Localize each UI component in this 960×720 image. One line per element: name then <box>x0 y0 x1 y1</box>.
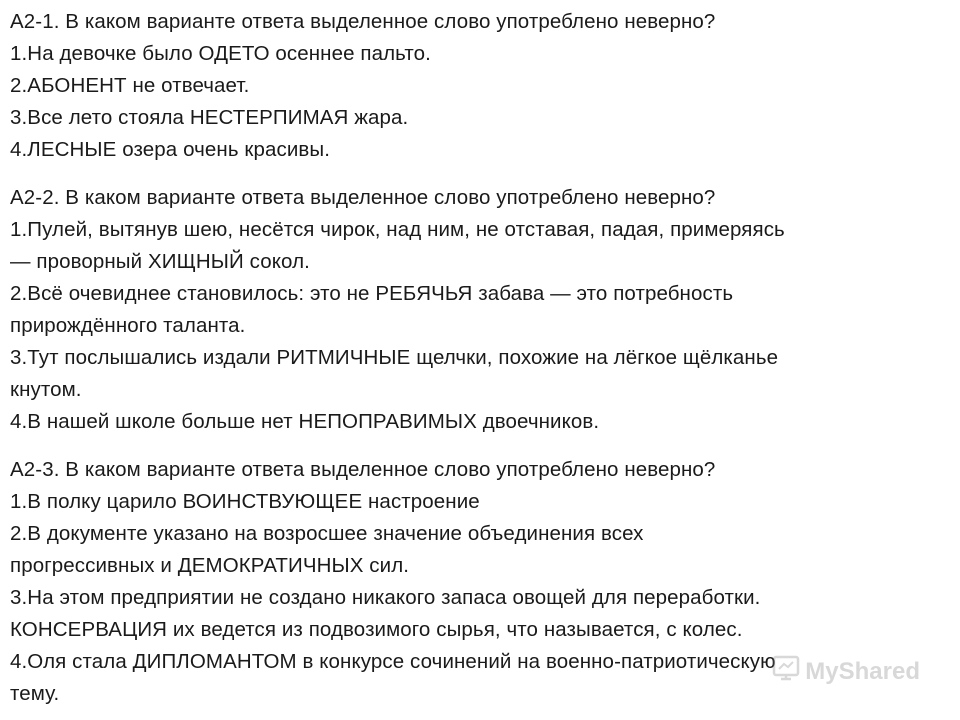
question-title: А2-3. В каком варианте ответа выделенное слово употреблено неверно? <box>10 458 716 481</box>
answer-option-3: 3.Все лето стояла НЕСТЕРПИМАЯ жара. <box>10 106 409 129</box>
answer-option-3: 3.На этом предприятии не создано никакого запаса овощей для переработки. <box>10 586 761 609</box>
answer-option-3-continued: кнутом. <box>10 378 82 401</box>
answer-option-1: 1.Пулей, вытянув шею, несётся чирок, над ним, не отставая, падая, примеряясь <box>10 218 785 241</box>
answer-option-4: 4.ЛЕСНЫЕ озера очень красивы. <box>10 138 331 161</box>
answer-option-1: 1.В полку царило ВОИНСТВУЮЩЕЕ настроение <box>10 490 480 513</box>
watermark-text: MyShared <box>805 657 920 685</box>
answer-option-4: 4.Оля стала ДИПЛОМАНТОМ в конкурсе сочинений на военно-патриотическую <box>10 650 776 673</box>
question-title: А2-2. В каком варианте ответа выделенное слово употреблено неверно? <box>10 186 716 209</box>
question-a2-3 <box>10 454 940 710</box>
answer-option-2-continued: прирождённого таланта. <box>10 314 246 337</box>
answer-option-3: 3.Тут послышались издали РИТМИЧНЫЕ щелчки, похожие на лёгкое щёлканье <box>10 346 779 369</box>
question-title: А2-1. В каком варианте ответа выделенное слово употреблено неверно? <box>10 10 716 33</box>
question-a2-1 <box>10 6 940 166</box>
answer-option-1-continued: — проворный ХИЩНЫЙ сокол. <box>10 250 310 273</box>
answer-option-4: 4.В нашей школе больше нет НЕПОПРАВИМЫХ двоечников. <box>10 410 600 433</box>
answer-option-4-continued: тему. <box>10 682 60 705</box>
answer-option-2-continued: прогрессивных и ДЕМОКРАТИЧНЫХ сил. <box>10 554 410 577</box>
answer-option-2: 2.Всё очевиднее становилось: это не РЕБЯЧЬЯ забава — это потребность <box>10 282 734 305</box>
slide-content <box>10 6 940 710</box>
answer-option-3-continued: КОНСЕРВАЦИЯ их ведется из подвозимого сырья, что называется, с колес. <box>10 618 743 641</box>
answer-option-2: 2.В документе указано на возросшее значение объединения всех <box>10 522 644 545</box>
question-a2-2 <box>10 182 940 438</box>
answer-option-2: 2.АБОНЕНТ не отвечает. <box>10 74 250 97</box>
answer-option-1: 1.На девочке было ОДЕТО осеннее пальто. <box>10 42 431 65</box>
